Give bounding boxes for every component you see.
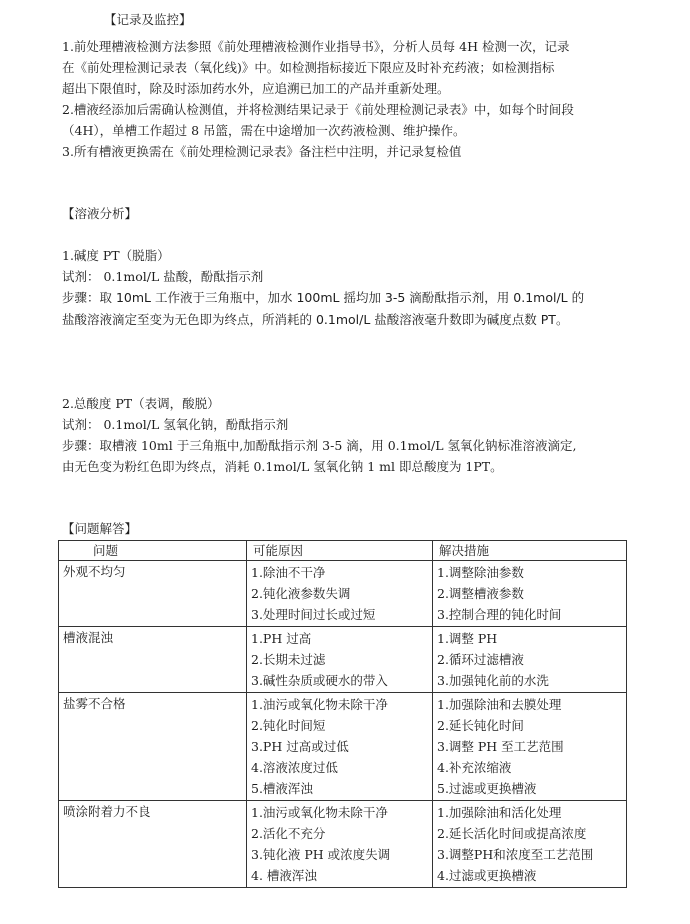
solution-item: 4.过滤或更换槽液 bbox=[437, 868, 537, 883]
records-line-3: 超出下限值时，除及时添加药水外，应追溯已加工的产品并重新处理。 bbox=[62, 81, 450, 96]
cause-item: 4.溶液浓度过低 bbox=[251, 760, 338, 775]
solution-item: 3.加强钝化前的水洗 bbox=[437, 673, 549, 688]
solution-item: 4.补充浓缩液 bbox=[437, 760, 512, 775]
table-row bbox=[59, 693, 627, 801]
acidity-reagent: 试剂： 0.1mol/L 氢氧化钠，酚酞指示剂 bbox=[62, 417, 289, 432]
acidity-step-line-2: 由无色变为粉红色即为终点，消耗 0.1mol/L 氢氧化钠 1 ml 即总酸度为 1PT。 bbox=[62, 459, 503, 474]
cause-item: 2.钝化时间短 bbox=[251, 718, 326, 733]
issue-cell: 槽液混浊 bbox=[59, 627, 247, 693]
issue-cell: 盐雾不合格 bbox=[59, 693, 247, 801]
cause-item: 2.长期未过滤 bbox=[251, 652, 326, 667]
cause-item: 2.钝化液参数失调 bbox=[251, 586, 351, 601]
solution-item: 5.过滤或更换槽液 bbox=[437, 781, 537, 796]
cause-item: 4. 槽液浑浊 bbox=[251, 868, 317, 883]
solutions-cell bbox=[433, 561, 627, 627]
cause-item: 1.除油不干净 bbox=[251, 565, 326, 580]
issue-cell: 外观不均匀 bbox=[59, 561, 247, 627]
records-line-1: 1.前处理槽液检测方法参照《前处理槽液检测作业指导书》，分析人员每 4H 检测一次，记录 bbox=[62, 39, 570, 54]
records-line-2: 在《前处理检测记录表（氧化线)》中。如检测指标接近下限应及时补充药液；如检测指标 bbox=[62, 60, 555, 75]
column-header-issue: 问题 bbox=[59, 541, 247, 561]
alkalinity-title: 1.碱度 PT（脱脂） bbox=[62, 248, 170, 263]
causes-cell bbox=[247, 627, 433, 693]
records-line-6: 3.所有槽液更换需在《前处理检测记录表》备注栏中注明，并记录复检值 bbox=[62, 144, 462, 159]
table-row bbox=[59, 561, 627, 627]
issue-cell: 喷涂附着力不良 bbox=[59, 801, 247, 888]
qa-heading: 【问题解答】 bbox=[62, 521, 138, 536]
alkalinity-step-line-2: 盐酸溶液滴定至变为无色即为终点，所消耗的 0.1mol/L 盐酸溶液毫升数即为碱度点数 PT。 bbox=[62, 312, 569, 327]
cause-item: 3.PH 过高或过低 bbox=[251, 739, 349, 754]
column-header-solutions: 解决措施 bbox=[433, 541, 627, 561]
alkalinity-reagent: 试剂： 0.1mol/L 盐酸，酚酞指示剂 bbox=[62, 269, 264, 284]
acidity-title: 2.总酸度 PT（表调，酸脱） bbox=[62, 396, 220, 411]
cause-item: 1.油污或氧化物未除干净 bbox=[251, 697, 388, 712]
table-row bbox=[59, 627, 627, 693]
qa-table bbox=[58, 540, 627, 888]
causes-cell bbox=[247, 693, 433, 801]
table-row bbox=[59, 801, 627, 888]
solution-item: 3.控制合理的钝化时间 bbox=[437, 607, 562, 622]
alkalinity-step-line-1: 步骤：取 10mL 工作液于三角瓶中，加水 100mL 摇均加 3-5 滴酚酞指示剂，用 0.1mol/L 的 bbox=[62, 290, 585, 305]
solution-item: 3.调整PH和浓度至工艺范围 bbox=[437, 847, 594, 862]
solution-item: 2.循环过滤槽液 bbox=[437, 652, 524, 667]
cause-item: 3.钝化液 PH 或浓度失调 bbox=[251, 847, 391, 862]
solution-item: 2.延长钝化时间 bbox=[437, 718, 524, 733]
solution-item: 1.加强除油和去膜处理 bbox=[437, 697, 562, 712]
solutions-cell bbox=[433, 693, 627, 801]
causes-cell bbox=[247, 561, 433, 627]
solution-item: 3.调整 PH 至工艺范围 bbox=[437, 739, 564, 754]
solutions-cell bbox=[433, 801, 627, 888]
records-line-4: 2.槽液经添加后需确认检测值，并将检测结果记录于《前处理检测记录表》中，如每个时间段 bbox=[62, 102, 574, 117]
solution-item: 2.延长活化时间或提高浓度 bbox=[437, 826, 587, 841]
cause-item: 2.活化不充分 bbox=[251, 826, 326, 841]
solutions-cell bbox=[433, 627, 627, 693]
analysis-heading: 【溶液分析】 bbox=[62, 206, 138, 221]
cause-item: 3.处理时间过长或过短 bbox=[251, 607, 376, 622]
solution-item: 1.调整除油参数 bbox=[437, 565, 524, 580]
records-heading: 【记录及监控】 bbox=[104, 12, 192, 27]
solution-item: 1.调整 PH bbox=[437, 631, 498, 646]
records-line-5: （4H），单槽工作超过 8 吊篮，需在中途增加一次药液检测、维护操作。 bbox=[62, 123, 466, 138]
cause-item: 1.油污或氧化物未除干净 bbox=[251, 805, 388, 820]
solution-item: 2.调整槽液参数 bbox=[437, 586, 524, 601]
table-header-row bbox=[59, 541, 627, 561]
causes-cell bbox=[247, 801, 433, 888]
acidity-step-line-1: 步骤：取槽液 10ml 于三角瓶中,加酚酞指示剂 3-5 滴，用 0.1mol/L 氢氧化钠标准溶液滴定, bbox=[62, 438, 577, 453]
solution-item: 1.加强除油和活化处理 bbox=[437, 805, 562, 820]
cause-item: 1.PH 过高 bbox=[251, 631, 312, 646]
column-header-causes: 可能原因 bbox=[247, 541, 433, 561]
cause-item: 5.槽液浑浊 bbox=[251, 781, 313, 796]
cause-item: 3.碱性杂质或硬水的带入 bbox=[251, 673, 388, 688]
